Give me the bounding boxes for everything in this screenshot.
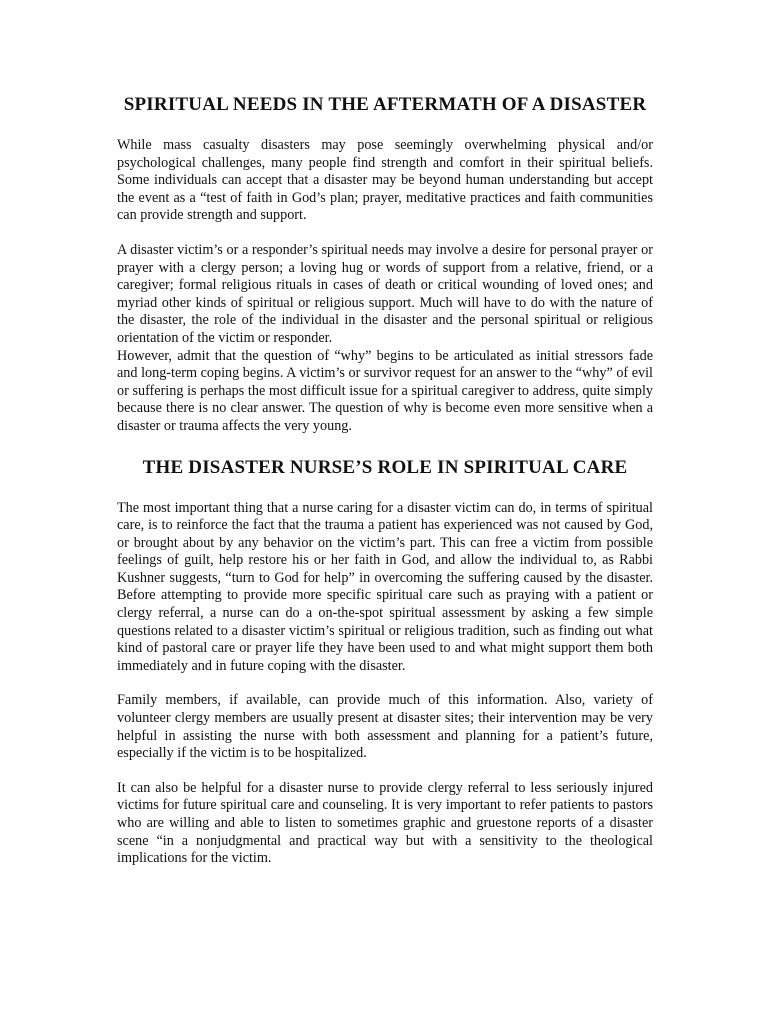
section-heading-spiritual-needs: SPIRITUAL NEEDS IN THE AFTERMATH OF A DISASTER <box>123 94 647 115</box>
paragraph-family-members: Family members, if available, can provide much of this information. Also, variety of volunteer clergy members are usually present at disaster sites; their intervention may be very helpful in assisting the nurse with both assessment and planning for a patient’s future, especially if the victim is to be hospitalized. <box>117 692 653 762</box>
section-heading-nurse-role: THE DISASTER NURSE’S ROLE IN SPIRITUAL CARE <box>142 456 628 478</box>
document-page <box>117 92 653 885</box>
paragraph-mass-casualty: While mass casualty disasters may pose seemingly overwhelming physical and/or psychological challenges, many people find strength and comfort in their spiritual beliefs. Some individuals can accept that a disaster may be beyond human understanding but accept the event as a “test of faith in God’s plan; prayer, meditative practices and faith communities can provide strength and support. <box>117 137 653 224</box>
paragraph-why-question: However, admit that the question of “why” begins to be articulated as initial stressors fade and long-term coping begins. A victim’s or survivor request for an answer to the “why” of evil or suffering is perhaps the most difficult issue for a spiritual caregiver to address, quite simply because there is no clear answer. The question of why is become even more sensitive when a disaster or trauma affects the very young. <box>117 347 653 434</box>
paragraph-spiritual-needs: A disaster victim’s or a responder’s spiritual needs may involve a desire for personal prayer or prayer with a clergy person; a loving hug or words of support from a relative, friend, or a caregiver; formal religious rituals in cases of death or critical wounding of loved ones; and myriad other kinds of spiritual or religious support. Much will have to do with the nature of the disaster, the role of the individual in the disaster and the personal spiritual or religious orientation of the victim or responder. <box>117 241 653 346</box>
paragraph-nurse-spiritual-care: The most important thing that a nurse caring for a disaster victim can do, in terms of spiritual care, is to reinforce the fact that the trauma a patient has experienced was not caused by God, or brought about by any behavior on the victim’s part. This can free a victim from possible feelings of guilt, help restore his or her faith in God, and allow the individual to, as Rabbi Kushner suggests, “turn to God for help” in overcoming the suffering caused by the disaster. Before attempting to provide more specific spiritual care such as praying with a patient or clergy referral, a nurse can do a on-the-spot spiritual assessment by asking a few simple questions related to a disaster victim’s spiritual or religious tradition, such as finding out what kind of pastoral care or prayer life they have been used to and what might support them both immediately and in future coping with the disaster. <box>117 499 653 674</box>
paragraph-clergy-referral: It can also be helpful for a disaster nurse to provide clergy referral to less seriously injured victims for future spiritual care and counseling. It is very important to refer patients to pastors who are willing and able to listen to sometimes graphic and gruestone reports of a disaster scene “in a nonjudgmental and practical way but with a sensitivity to the theological implications for the victim. <box>117 779 653 867</box>
